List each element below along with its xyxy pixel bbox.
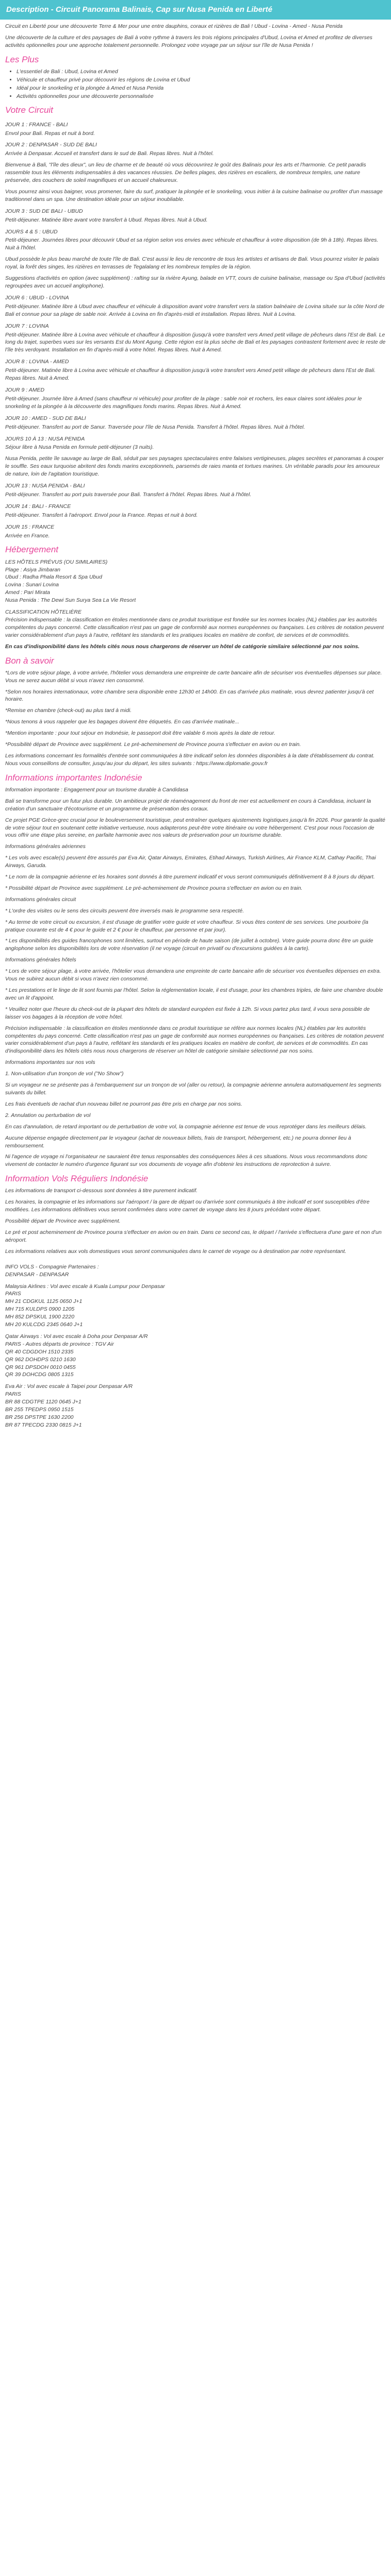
hotel-line: Plage : Asiya Jimbaran bbox=[5, 566, 60, 573]
vols-text: Les horaires, la compagnie et les informations sur l'aéroport / la gare de départ ou d'arrivée sont communiqués à titre indicatif et sont susceptibles d'être modifiées. Les informations définitives vous seront confirmées dans votre carnet de voyage dans les 8 jours précédant votre départ. bbox=[5, 1199, 370, 1213]
flight-line: PARIS bbox=[5, 1291, 21, 1297]
day-heading: JOUR 3 : SUD DE BALI - UBUD bbox=[5, 208, 83, 214]
info-text: Précision indispensable : la classification en étoiles mentionnée dans ce produit touristique se réfère aux normes locales (NL) établies par les autorités compétentes du pays concerné. Cette classification n'est pas un gage de conformité aux normes européennes ou françaises. Les critères de notation peuvent varier considérablement d'un pays à l'autre, reflétant les standards et les pratiques locales en matière de confort, de services et de commodités. En cas d'indisponibilité dans les hôtels cités nous nous chargerons de réserver un hôtel de catégorie similaire sélectionné par nos soins. bbox=[5, 1025, 384, 1055]
day-text: Arrivée en France. bbox=[5, 532, 50, 539]
flight-line: QR 961 DPSDOH 0010 0455 bbox=[5, 1364, 76, 1370]
section-hotels-title: Hébergement bbox=[5, 545, 59, 555]
day-text: Petit-déjeuner. Journée libre à Amed (sans chauffeur ni véhicule) pour profiter de la plage : sable noir et rochers, les eaux claires sont idéales pour le snorkeling et la plongée à la découverte des magnifiques fonds marins. Repas libres. Nuit à Amed. bbox=[5, 395, 362, 410]
flight-line: BR 256 DPSTPE 1630 2200 bbox=[5, 1414, 74, 1420]
plus-item: • L'essentiel de Bali : Ubud, Lovina et Amed bbox=[17, 68, 386, 76]
hotel-line: Nusa Penida : The Dewi Sun Surya Sea La Vie Resort bbox=[5, 597, 136, 604]
day-heading: JOUR 9 : AMED bbox=[5, 386, 45, 393]
day-text: Envol pour Bali. Repas et nuit à bord. bbox=[5, 130, 95, 137]
hotel-line: Amed : Pari Mirata bbox=[5, 589, 50, 596]
intro-subtitle: Circuit en Liberté pour une découverte Terre & Mer pour une entre dauphins, coraux et rizières de Bali ! Ubud - Lovina - Amed - Nusa Penida bbox=[5, 23, 343, 29]
flight-line: BR 88 CDGTPE 1120 0645 J+1 bbox=[5, 1399, 82, 1405]
day-text: Petit-déjeuner. Transfert à l'aéroport. Envol pour la France. Repas et nuit à bord. bbox=[5, 512, 198, 518]
flight-line: QR 39 DOHCDG 0805 1315 bbox=[5, 1371, 74, 1378]
day-block bbox=[5, 141, 386, 158]
hotel-line: Lovina : Sunari Lovina bbox=[5, 582, 59, 588]
flight-line: MH 21 CDGKUL 1125 0650 J+1 bbox=[5, 1298, 83, 1305]
savoir-text: *Lors de votre séjour plage, à votre arrivée, l'hôtelier vous demandera une empreinte de carte bancaire afin de sécuriser vos éventuelles dépenses sur place. Vous ne serez aucun débit si vous n'avez rien consommé. bbox=[5, 669, 382, 684]
savoir-text: *Mention importante : pour tout séjour en Indonésie, le passeport doit être valable 6 mois après la date de retour. bbox=[5, 730, 275, 737]
plus-item: • Véhicule et chauffeur privé pour découvrir les régions de Lovina et Ubud bbox=[17, 76, 386, 84]
info-text: Les frais éventuels de rachat d'un nouveau billet ne pourront pas être pris en charge par nos soins. bbox=[5, 1100, 242, 1107]
flight-line: MH 715 KULDPS 0900 1205 bbox=[5, 1306, 75, 1313]
info-text: 2. Annulation ou perturbation de vol bbox=[5, 1112, 91, 1118]
savoir-paragraphs bbox=[5, 669, 386, 768]
info-text: Informations générales aériennes bbox=[5, 843, 86, 850]
info-text: * Possibilité départ de Province avec supplément. Le pré-acheminement de Province pourra s'effectuer en avion ou en train. bbox=[5, 885, 303, 891]
info-text: En cas d'annulation, de retard important ou de perturbation de votre vol, la compagnie aérienne est tenue de vous reprotéger dans les meilleurs délais. bbox=[5, 1123, 367, 1130]
vols-text: Possibilité départ de Province avec supplément. bbox=[5, 1218, 121, 1225]
day-heading: JOUR 8 : LOVINA - AMED bbox=[5, 359, 69, 365]
hotel-list bbox=[5, 558, 386, 604]
day-text: Petit-déjeuner. Matinée libre à Lovina avec véhicule et chauffeur à disposition (jusqu'à votre transfert vers Amed petit village de pêcheurs dans l'Est de Bali. Le long du trajet, superbes vues sur les versants Est du Mont Agung. Cette région est la plus sèche de Bali et les paysages contrastent fortement avec le reste de l'île très verdoyant. Installation en fin d'après-midi à votre hôtel. Repas libres. Nuit à Amed. bbox=[5, 331, 386, 353]
day-heading: JOURS 10 À 13 : NUSA PENIDA bbox=[5, 435, 85, 442]
vols-text: Les informations de transport ci-dessous sont données à titre purement indicatif. bbox=[5, 1188, 198, 1194]
day-text: Petit-déjeuner. Matinée libre avant votre transfert à Ubud. Repas libres. Nuit à Ubud. bbox=[5, 216, 208, 223]
page-title: Description - Circuit Panorama Balinais, Cap sur Nusa Penida en Liberté bbox=[6, 5, 272, 14]
day-text: Arrivée à Denpasar. Accueil et transfert dans le sud de Bali. Repas libres. Nuit à l'hôtel. bbox=[5, 150, 214, 157]
day-block bbox=[5, 161, 386, 204]
flight-line: Qatar Airways : Vol avec escale à Doha pour Denpasar A/R bbox=[5, 1333, 148, 1340]
day-block bbox=[5, 208, 386, 224]
info-text: * Au terme de votre circuit ou excursion, il est d'usage de gratifier votre guide et votre chauffeur. Si vous êtes content de ses services. Une pourboire (la pratique courante est de 4 € pour le guide et 2 € pour le chauffeur, par personne et par jour). bbox=[5, 919, 368, 933]
day-block bbox=[5, 294, 386, 318]
day-heading: JOUR 15 : FRANCE bbox=[5, 523, 55, 530]
intro-text: Une découverte de la culture et des paysages de Bali à votre rythme à travers les trois régions principales d'Ubud, Lovina et Amed et profitez de diverses activités optionnelles pour une approche totalement personnelle. Prolongez votre voyage par un séjour sur l'île de Nusa Penida ! bbox=[5, 34, 372, 48]
info-text: 1. Non-utilisation d'un tronçon de vol ("No Show") bbox=[5, 1071, 124, 1077]
info-text: Aucune dépense engagée directement par le voyageur (achat de nouveaux billets, frais de transport, hébergement, etc.) ne pourra donner lieu à remboursement. bbox=[5, 1134, 351, 1149]
flight-line: MH 852 DPSKUL 1900 2220 bbox=[5, 1314, 75, 1320]
info-text: Informations importantes sur nos vols bbox=[5, 1059, 95, 1066]
day-block bbox=[5, 228, 386, 290]
content bbox=[0, 20, 391, 1434]
info-text: * Veuillez noter que l'heure du check-out de la plupart des hôtels de standard européen est fixée à 12h. Si vous partez plus tard, il vous sera possible de laisser vos bagages à la réception de votre hôtel. bbox=[5, 1006, 370, 1020]
info-text: Ni l'agence de voyage ni l'organisateur ne sauraient être tenus responsables des conséquences liées à ces situations. Nous vous recommandons donc vivement de contacter le numéro d'urgence figurant sur vos documents de voyage afin d'obtenir les instructions de reprotection à suivre. bbox=[5, 1154, 368, 1168]
classification-note: En cas d'indisponibilité dans les hôtels cités nous nous chargerons de réserver un hôtel de catégorie similaire sélectionné par nos soins. bbox=[5, 643, 360, 650]
day-heading: JOUR 1 : FRANCE - BALI bbox=[5, 121, 68, 128]
plus-item: • Activités optionnelles pour une découverte personnalisée bbox=[17, 93, 386, 100]
plus-list bbox=[5, 68, 386, 100]
classification-text: Précision indispensable : la classification en étoiles mentionnée dans ce produit touristique est fondée sur les normes locales (NL) établies par les autorités compétentes du pays concerné. Cette classification n'est pas un gage de conformité aux normes européennes ou françaises. Les critères de notation peuvent varier considérablement d'un pays à l'autre, reflétant les standards et les pratiques locales en matière de confort, de services et de commodités. bbox=[5, 616, 384, 638]
info-text: Bali se transforme pour un futur plus durable. Un ambitieux projet de réaménagement du front de mer est actuellement en cours à Candidasa, incluant la création d'un sanctuaire d'écotourisme et un programme de préservation des coraux. bbox=[5, 798, 371, 812]
savoir-text: *Possibilité départ de Province avec supplément. Le pré-acheminement de Province pourra s'effectuer en avion ou en train. bbox=[5, 741, 301, 748]
flight-line: PARIS bbox=[5, 1391, 21, 1398]
section-infos-title: Informations importantes Indonésie bbox=[5, 772, 142, 783]
day-text: Bienvenue à Bali, "l'île des dieux", un lieu de charme et de beauté où vous découvrirez le goût des Balinais pour les arts et l'harmonie. Ce petit paradis rassemble tous les éléments indispensables à des vacances réussies. De belles plages, des rizières en escaliers, de nombreux temples, une nature préservée, des couchers de soleil magnifiques et un accueil chaleureux. bbox=[5, 162, 366, 184]
hotel-line: Ubud : Radha Phala Resort & Spa Ubud bbox=[5, 574, 102, 581]
flight-line: Eva Air : Vol avec escale à Taipei pour Denpasar A/R bbox=[5, 1383, 133, 1390]
day-text: Ubud possède le plus beau marché de toute l'île de Bali. C'est aussi le lieu de rencontre de tous les artistes et artisans de Bali. Vous pourrez visiter le palais royal, la forêt des singes, les rizières en terrasses de Tegalalang et les nombreux temples de la région. bbox=[5, 256, 380, 270]
info-text: Ce projet PGE Grèce-grec crucial pour le bouleversement touristique, peut entraîner quelques ajustements logistiques jusqu'à fin 2026. Pour garantir la qualité de votre séjour tout en soutenant cette initiative vertueuse, nous adapterons peut-être votre itinéraire ou votre hébergement. C'est pour nous l'occasion de vous offrir une étape plus sereine, en parfaite harmonie avec nos valeurs de préservation pour un tourisme durable. bbox=[5, 817, 385, 839]
day-text: Nusa Penida, petite île sauvage au large de Bali, séduit par ses paysages spectaculaires entre falaises vertigineuses, plages secrètes et panoramas à couper le souffle. Ses eaux turquoise abritent des fonds marins exceptionnels, parsemés de raies manta et tortues marines. Un véritable paradis pour les amoureux de nature, loin de l'agitation touristique. bbox=[5, 455, 384, 478]
classification-title: CLASSIFICATION HÔTELIÈRE bbox=[5, 609, 82, 616]
day-heading: JOUR 6 : UBUD - LOVINA bbox=[5, 294, 69, 301]
day-block bbox=[5, 323, 386, 354]
flight-list bbox=[5, 1263, 386, 1429]
info-text: * L'ordre des visites ou le sens des circuits peuvent être inversés mais le programme sera respecté. bbox=[5, 907, 245, 914]
savoir-text: *Selon nos horaires internationaux, votre chambre sera disponible entre 12h30 et 14h00. En cas d'arrivée plus matinale, vous devrez patienter jusqu'à cet horaire. bbox=[5, 688, 374, 703]
day-text: Petit-déjeuner. Transfert au port de Sanur. Traversée pour l'île de Nusa Penida. Transfert à l'hôtel. Repas libres. Nuit à l'hôtel. bbox=[5, 423, 305, 430]
page-banner bbox=[0, 0, 391, 20]
flight-line: BR 87 TPECDG 2330 0815 J+1 bbox=[5, 1421, 82, 1428]
savoir-text: *Remise en chambre (check-out) au plus tard à midi. bbox=[5, 707, 132, 714]
day-text: Petit-déjeuner. Matinée libre à Lovina avec véhicule et chauffeur à disposition jusqu'à votre transfert vers Amed petit village de pêcheurs dans l'Est de Bali. Repas libres. Nuit à Amed. bbox=[5, 367, 376, 382]
day-heading: JOUR 10 : AMED - SUD DE BALI bbox=[5, 415, 86, 421]
section-plus-title: Les Plus bbox=[5, 54, 39, 64]
vols-text: Le pré et post acheminement de Province pourra s'effectuer en avion ou en train. Dans ce second cas, le départ / l'arrivée s'effectuera d'une gare et non d'un aéroport. bbox=[5, 1229, 382, 1243]
plus-item: • Idéal pour le snorkeling et la plongée à Amed et Nusa Penida bbox=[17, 84, 386, 92]
flight-line: MH 20 KULCDG 2345 0640 J+1 bbox=[5, 1321, 83, 1328]
day-block bbox=[5, 435, 386, 479]
flight-line: PARIS - Autres départs de province : TGV Air bbox=[5, 1341, 114, 1347]
info-text: Si un voyageur ne se présente pas à l'embarquement sur un tronçon de vol (aller ou retour), la compagnie aérienne annulera automatiquement les segments suivants du billet. bbox=[5, 1082, 382, 1096]
day-text: Vous pourrez ainsi vous baigner, vous promener, faire du surf, pratiquer la plongée et le snorkeling, vous initier à la cuisine balinaise ou profiter d'un massage traditionnel dans un spa. Une destination idéale pour un séjour inoubliable. bbox=[5, 188, 383, 202]
day-block bbox=[5, 121, 386, 138]
day-block bbox=[5, 523, 386, 540]
infos-paragraphs bbox=[5, 786, 386, 1168]
day-text: Petit-déjeuner. Matinée libre à Ubud avec chauffeur et véhicule à disposition avant votre transfert vers la station balnéaire de Lovina située sur la côte Nord de Bali et connue pour sa plage de sable noir. Arrivée à Lovina en fin d'après-midi et installation. Repas libres. Nuit à Lovina. bbox=[5, 303, 385, 317]
day-heading: JOUR 13 : NUSA PENIDA - BALI bbox=[5, 483, 85, 489]
info-text: * Les disponibilités des guides francophones sont limitées, surtout en période de haute saison (de juillet à octobre). Votre guide pourra donc être un guide anglophone selon les disponibilités lors de votre réservation (il ne voyage (circuit en privatif ou d'excursions guidées à la carte). bbox=[5, 938, 373, 952]
savoir-text: *Nous tenons à vous rappeler que les bagages doivent être étiquetés. En cas d'arrivée matinale... bbox=[5, 719, 239, 725]
section-circuit-title: Votre Circuit bbox=[5, 105, 53, 115]
day-text: Séjour libre à Nusa Penida en formule petit-déjeuner (3 nuits). bbox=[5, 444, 154, 451]
info-text: * Les prestations et le linge de lit sont fournis par l'hôtel. Selon la réglementation locale, il est d'usage, pour les chambres triples, de faire une chambre double avec un lit d'appoint. bbox=[5, 987, 383, 1001]
day-text: Petit-déjeuner. Journées libres pour découvrir Ubud et sa région selon vos envies avec véhicule et chauffeur à votre disposition (de 9h à 18h). Repas libres. Nuit à l'hôtel. bbox=[5, 237, 379, 251]
info-text: Informations générales circuit bbox=[5, 896, 76, 903]
section-vols-title: Information Vols Réguliers Indonésie bbox=[5, 1174, 149, 1184]
savoir-text: Les informations concernant les formalités d'entrée sont communiquées à titre indicatif selon les données disponibles à la date d'établissement du contrat. Nous vous conseillons de consulter, jusqu'au jour du départ, les sites suivants : https://www.diplomatie.gouv.fr bbox=[5, 752, 375, 767]
day-block bbox=[5, 503, 386, 519]
info-text: Informations générales hôtels bbox=[5, 957, 76, 963]
section-savoir-title: Bon à savoir bbox=[5, 655, 54, 666]
info-text: * Les vols avec escale(s) peuvent être assurés par Eva Air, Qatar Airways, Emirates, Etihad Airways, Turkish Airlines, Air France KLM, Cathay Pacific, Thai Airways, Garuda. bbox=[5, 855, 376, 869]
day-text: Suggestions d'activités en option (avec supplément) : rafting sur la rivière Ayung, balade en VTT, cours de cuisine balinaise, massage ou Spa d'Ubud (activités regroupées avec un accueil anglophone). bbox=[5, 275, 385, 289]
flight-line: BR 255 TPEDPS 0950 1515 bbox=[5, 1406, 74, 1413]
flight-line: QR 40 CDGDOH 1510 2335 bbox=[5, 1348, 74, 1355]
day-block bbox=[5, 386, 386, 411]
info-text: Information importante : Engagement pour un tourisme durable à Candidasa bbox=[5, 786, 188, 793]
day-block bbox=[5, 415, 386, 431]
info-text: * Lors de votre séjour plage, à votre arrivée, l'hôtelier vous demandera une empreinte de carte bancaire afin de sécuriser vos éventuelles dépenses en extra. Vous ne subirez aucun débit si vous n'avez rien consommé. bbox=[5, 968, 381, 982]
day-heading: JOUR 14 : BALI - FRANCE bbox=[5, 503, 71, 510]
day-heading: JOUR 7 : LOVINA bbox=[5, 323, 49, 329]
hotel-line: LES HÔTELS PRÉVUS (OU SIMILAIRES) bbox=[5, 558, 108, 565]
flight-line: QR 962 DOHDPS 0210 1630 bbox=[5, 1356, 76, 1363]
flight-line: DENPASAR - DENPASAR bbox=[5, 1271, 69, 1278]
vols-text: Les informations relatives aux vols domestiques vous seront communiquées dans le carnet de voyage ou à destination par notre représentant. bbox=[5, 1248, 347, 1255]
day-heading: JOURS 4 & 5 : UBUD bbox=[5, 228, 58, 235]
circuit-days bbox=[5, 121, 386, 540]
day-block bbox=[5, 358, 386, 382]
vols-paragraphs bbox=[5, 1187, 386, 1255]
flight-line: INFO VOLS - Compagnie Partenaires : bbox=[5, 1263, 99, 1270]
day-block bbox=[5, 482, 386, 499]
info-text: * Le nom de la compagnie aérienne et les horaires sont donnés à titre purement indicatif et vous seront communiqués définitivement 8 à 8 jours du départ. bbox=[5, 874, 375, 880]
day-text: Petit-déjeuner. Transfert au port puis traversée pour Bali. Transfert à l'hôtel. Repas libres. Nuit à l'hôtel. bbox=[5, 491, 252, 498]
flight-line: Malaysia Airlines : Vol avec escale à Kuala Lumpur pour Denpasar bbox=[5, 1283, 165, 1290]
day-heading: JOUR 2 : DENPASAR - SUD DE BALI bbox=[5, 142, 97, 148]
